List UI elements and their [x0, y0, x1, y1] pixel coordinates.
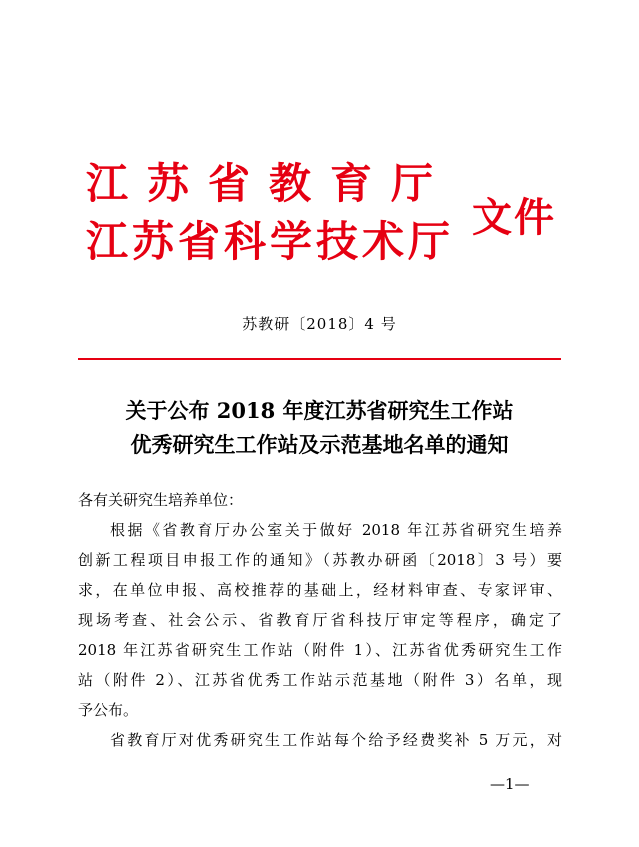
paragraph-line: 根据《省教育厅办公室关于做好 2018 年江苏省研究生培养	[110, 521, 562, 539]
paragraph-line: 站（附件 2）、江苏省优秀工作站示范基地（附件 3）名单，现	[78, 671, 562, 689]
title-line-1: 关于公布 2018 年度江苏省研究生工作站	[125, 398, 514, 423]
issuer-line-2: 江苏省科学技术厅	[86, 217, 455, 266]
title-line-2: 优秀研究生工作站及示范基地名单的通知	[130, 432, 509, 457]
red-divider	[78, 358, 561, 360]
document-number: 苏教研〔2018〕4 号	[242, 315, 397, 333]
paragraph-line: 求，在单位申报、高校推荐的基础上，经材料审查、专家评审、	[78, 581, 562, 599]
issuer-line-1: 江苏省教育厅	[86, 159, 453, 208]
paragraph-2	[78, 725, 562, 755]
paragraph-line: 省教育厅对优秀研究生工作站每个给予经费奖补 5 万元，对	[110, 731, 562, 749]
notice-title	[0, 394, 639, 462]
document-type-label: 文件	[472, 194, 556, 241]
paragraph-line: 创新工程项目申报工作的通知》（苏教办研函〔2018〕3 号）要	[78, 551, 562, 569]
salutation: 各有关研究生培养单位：	[78, 491, 244, 509]
body-text	[78, 485, 562, 755]
issuer-block	[86, 155, 454, 271]
page-number: —1—	[490, 775, 530, 793]
paragraph-1	[78, 515, 562, 725]
paragraph-line: 现场考查、社会公示、省教育厅省科技厅审定等程序，确定了	[78, 611, 562, 629]
paragraph-line: 2018 年江苏省研究生工作站（附件 1）、江苏省优秀研究生工作	[78, 641, 562, 659]
paragraph-line: 予公布。	[78, 701, 139, 719]
